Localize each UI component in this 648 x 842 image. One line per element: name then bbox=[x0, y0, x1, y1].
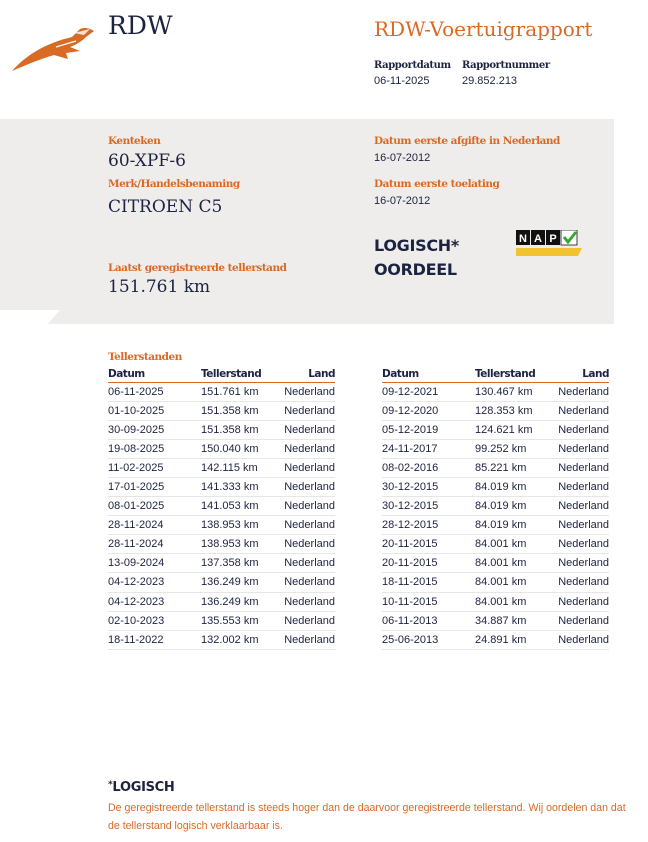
cell-country: Nederland bbox=[545, 401, 609, 420]
cell-country: Nederland bbox=[545, 458, 609, 477]
cell-reading: 137.358 km bbox=[201, 554, 271, 573]
cell-reading: 34.887 km bbox=[475, 611, 545, 630]
cell-date: 24-11-2017 bbox=[382, 439, 475, 458]
table-row bbox=[382, 630, 609, 649]
cell-country: Nederland bbox=[271, 573, 335, 592]
cell-date: 25-06-2013 bbox=[382, 630, 475, 649]
table-row bbox=[382, 497, 609, 516]
cell-date: 28-11-2024 bbox=[108, 535, 201, 554]
cell-reading: 135.553 km bbox=[201, 611, 271, 630]
nap-seal-icon bbox=[516, 230, 582, 256]
cell-reading: 24.891 km bbox=[475, 630, 545, 649]
cell-country: Nederland bbox=[545, 554, 609, 573]
cell-reading: 84.001 km bbox=[475, 535, 545, 554]
first-nl-value: 16-07-2012 bbox=[374, 152, 431, 164]
last-odometer-label: Laatst geregistreerde tellerstand bbox=[108, 262, 287, 274]
table-row bbox=[382, 401, 609, 420]
rdw-logo-icon bbox=[10, 25, 96, 73]
cell-country: Nederland bbox=[545, 535, 609, 554]
table-row bbox=[108, 592, 335, 611]
cell-date: 06-11-2013 bbox=[382, 611, 475, 630]
cell-date: 04-12-2023 bbox=[108, 573, 201, 592]
cell-date: 02-10-2023 bbox=[108, 611, 201, 630]
table-row bbox=[108, 516, 335, 535]
cell-country: Nederland bbox=[545, 382, 609, 401]
table-row bbox=[382, 420, 609, 439]
cell-country: Nederland bbox=[271, 420, 335, 439]
cell-country: Nederland bbox=[545, 516, 609, 535]
table-row bbox=[382, 516, 609, 535]
table-header-row bbox=[108, 367, 335, 382]
report-number-label: Rapportnummer bbox=[462, 60, 550, 71]
cell-date: 20-11-2015 bbox=[382, 554, 475, 573]
cell-reading: 138.953 km bbox=[201, 535, 271, 554]
report-date: 06-11-2025 bbox=[374, 75, 430, 87]
cell-country: Nederland bbox=[271, 382, 335, 401]
cell-reading: 132.002 km bbox=[201, 630, 271, 649]
col-header-reading: Tellerstand bbox=[201, 367, 271, 382]
nap-letter-a: A bbox=[534, 233, 542, 245]
cell-reading: 99.252 km bbox=[475, 439, 545, 458]
cell-date: 19-08-2025 bbox=[108, 439, 201, 458]
col-header-reading: Tellerstand bbox=[475, 367, 545, 382]
cell-date: 04-12-2023 bbox=[108, 592, 201, 611]
cell-country: Nederland bbox=[545, 477, 609, 496]
make-label: Merk/Handelsbenaming bbox=[108, 178, 240, 190]
last-odometer-value: 151.761 km bbox=[108, 277, 211, 297]
cell-reading: 141.053 km bbox=[201, 497, 271, 516]
footnote-title-text: LOGISCH bbox=[112, 780, 175, 795]
cell-country: Nederland bbox=[545, 630, 609, 649]
cell-country: Nederland bbox=[545, 439, 609, 458]
verdict-line-2: OORDEEL bbox=[374, 260, 457, 279]
report-number: 29.852.213 bbox=[462, 75, 518, 87]
table-row bbox=[382, 535, 609, 554]
cell-country: Nederland bbox=[271, 477, 335, 496]
cell-reading: 142.115 km bbox=[201, 458, 271, 477]
cell-reading: 84.001 km bbox=[475, 554, 545, 573]
cell-reading: 124.621 km bbox=[475, 420, 545, 439]
cell-reading: 150.040 km bbox=[201, 439, 271, 458]
cell-country: Nederland bbox=[545, 497, 609, 516]
cell-date: 09-12-2020 bbox=[382, 401, 475, 420]
cell-reading: 151.358 km bbox=[201, 420, 271, 439]
cell-date: 05-12-2019 bbox=[382, 420, 475, 439]
table-row bbox=[382, 554, 609, 573]
vehicle-info-panel bbox=[0, 119, 614, 324]
table-row bbox=[108, 458, 335, 477]
cell-country: Nederland bbox=[545, 420, 609, 439]
col-header-country: Land bbox=[545, 367, 609, 382]
cell-date: 06-11-2025 bbox=[108, 382, 201, 401]
table-row bbox=[108, 420, 335, 439]
table-row bbox=[382, 439, 609, 458]
cell-country: Nederland bbox=[271, 554, 335, 573]
cell-date: 11-02-2025 bbox=[108, 458, 201, 477]
cell-reading: 84.001 km bbox=[475, 592, 545, 611]
cell-reading: 138.953 km bbox=[201, 516, 271, 535]
cell-date: 18-11-2022 bbox=[108, 630, 201, 649]
col-header-date: Datum bbox=[108, 367, 201, 382]
nap-letter-n: N bbox=[519, 233, 527, 245]
cell-reading: 84.019 km bbox=[475, 477, 545, 496]
table-row bbox=[382, 592, 609, 611]
cell-country: Nederland bbox=[271, 401, 335, 420]
cell-reading: 136.249 km bbox=[201, 573, 271, 592]
table-row bbox=[382, 382, 609, 401]
table-row bbox=[108, 401, 335, 420]
cell-country: Nederland bbox=[271, 458, 335, 477]
cell-reading: 130.467 km bbox=[475, 382, 545, 401]
table-row bbox=[382, 458, 609, 477]
table-header-row bbox=[382, 367, 609, 382]
table-row bbox=[108, 497, 335, 516]
table-row bbox=[382, 477, 609, 496]
cell-country: Nederland bbox=[545, 611, 609, 630]
cell-country: Nederland bbox=[271, 611, 335, 630]
footnote-star: * bbox=[108, 780, 113, 790]
plate-value: 60-XPF-6 bbox=[108, 151, 186, 171]
col-header-country: Land bbox=[271, 367, 335, 382]
cell-country: Nederland bbox=[271, 592, 335, 611]
make-value: CITROEN C5 bbox=[108, 197, 223, 217]
cell-reading: 151.761 km bbox=[201, 382, 271, 401]
cell-date: 30-12-2015 bbox=[382, 477, 475, 496]
cell-country: Nederland bbox=[545, 592, 609, 611]
report-title: RDW-Voertuigrapport bbox=[374, 17, 593, 41]
cell-reading: 151.358 km bbox=[201, 401, 271, 420]
cell-date: 10-11-2015 bbox=[382, 592, 475, 611]
cell-country: Nederland bbox=[271, 497, 335, 516]
cell-date: 18-11-2015 bbox=[382, 573, 475, 592]
table-row bbox=[108, 573, 335, 592]
table-row bbox=[108, 535, 335, 554]
cell-date: 30-12-2015 bbox=[382, 497, 475, 516]
cell-reading: 85.221 km bbox=[475, 458, 545, 477]
cell-country: Nederland bbox=[271, 439, 335, 458]
brand-name: RDW bbox=[108, 11, 173, 40]
table-row bbox=[108, 554, 335, 573]
cell-date: 09-12-2021 bbox=[382, 382, 475, 401]
table-row bbox=[382, 573, 609, 592]
panel-notch bbox=[0, 310, 60, 326]
cell-date: 28-12-2015 bbox=[382, 516, 475, 535]
verdict-line-1: LOGISCH* bbox=[374, 236, 459, 255]
odometer-section-title: Tellerstanden bbox=[108, 351, 182, 363]
table-row bbox=[108, 439, 335, 458]
col-header-date: Datum bbox=[382, 367, 475, 382]
cell-date: 20-11-2015 bbox=[382, 535, 475, 554]
cell-date: 28-11-2024 bbox=[108, 516, 201, 535]
cell-reading: 141.333 km bbox=[201, 477, 271, 496]
table-row bbox=[108, 477, 335, 496]
report-date-label: Rapportdatum bbox=[374, 60, 451, 71]
nap-letter-p: P bbox=[549, 233, 557, 245]
cell-reading: 84.001 km bbox=[475, 573, 545, 592]
first-nl-label: Datum eerste afgifte in Nederland bbox=[374, 135, 560, 147]
table-row bbox=[382, 611, 609, 630]
cell-reading: 84.019 km bbox=[475, 497, 545, 516]
table-row bbox=[108, 630, 335, 649]
cell-country: Nederland bbox=[271, 630, 335, 649]
cell-country: Nederland bbox=[545, 573, 609, 592]
cell-date: 01-10-2025 bbox=[108, 401, 201, 420]
first-admission-value: 16-07-2012 bbox=[374, 195, 431, 207]
odometer-table-left bbox=[108, 367, 335, 650]
cell-date: 30-09-2025 bbox=[108, 420, 201, 439]
plate-label: Kenteken bbox=[108, 135, 161, 147]
footnote-text: De geregistreerde tellerstand is steeds hoger dan de daarvoor geregistreerde tellerstand. Wij oordelen dan dat de tellerstand logisch verklaarbaar is. bbox=[108, 802, 626, 832]
cell-date: 08-02-2016 bbox=[382, 458, 475, 477]
odometer-table-right bbox=[382, 367, 609, 650]
cell-reading: 84.019 km bbox=[475, 516, 545, 535]
cell-reading: 128.353 km bbox=[475, 401, 545, 420]
cell-date: 08-01-2025 bbox=[108, 497, 201, 516]
table-row bbox=[108, 611, 335, 630]
table-row bbox=[108, 382, 335, 401]
cell-date: 13-09-2024 bbox=[108, 554, 201, 573]
cell-date: 17-01-2025 bbox=[108, 477, 201, 496]
footnote-title bbox=[108, 780, 174, 795]
cell-country: Nederland bbox=[271, 535, 335, 554]
cell-reading: 136.249 km bbox=[201, 592, 271, 611]
cell-country: Nederland bbox=[271, 516, 335, 535]
first-admission-label: Datum eerste toelating bbox=[374, 178, 500, 190]
